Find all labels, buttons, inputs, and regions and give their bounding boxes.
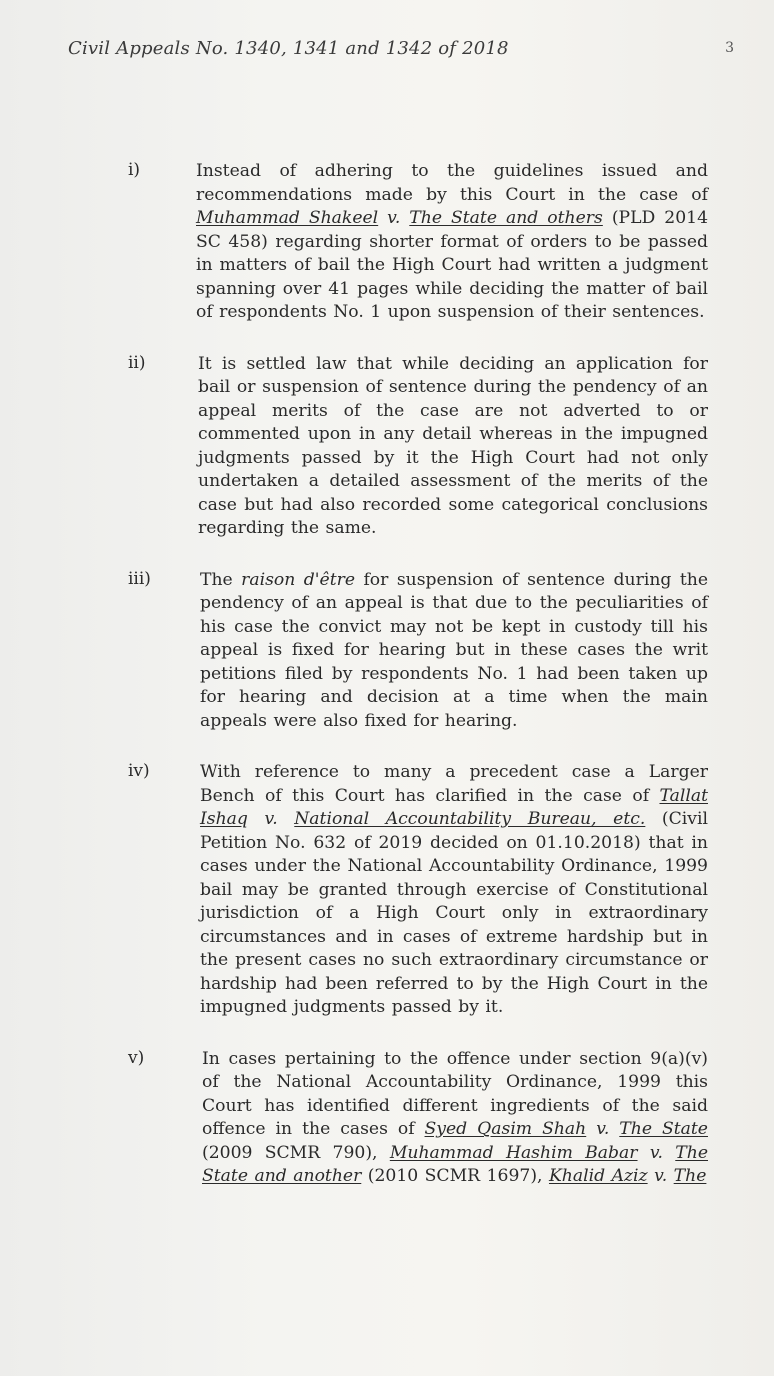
body-text: (2010 SCMR 1697), <box>361 1166 549 1186</box>
case-name: The State and others <box>409 208 603 228</box>
item-label: ii) <box>128 352 146 373</box>
body-text: for suspension of sentence during the pendency of an appeal is that due to the peculiarities of his case the convict may not be kept in custody till his appeal is fixed for hearing but in these cases the writ petitions filed by respondents No. 1 had been taken up for hearing and decision at a time when the main appeals were also fixed for hearing. <box>200 569 708 731</box>
case-name: Tallat Ishaq <box>200 785 708 829</box>
body-text: (2009 SCMR 790), <box>202 1142 390 1163</box>
page-number: 3 <box>725 40 734 56</box>
list-item <box>128 761 708 1020</box>
list-item <box>128 569 708 734</box>
item-label: iii) <box>128 568 151 589</box>
item-text <box>196 160 708 325</box>
item-label: iv) <box>128 761 150 781</box>
case-name: The <box>673 1166 707 1186</box>
case-name: The State <box>619 1119 708 1139</box>
body-text: (Civil Petition No. 632 of 2019 decided on 01.10.2018) that in cases under the National Accountability Ordinance, 1999 bail may be granted through exercise of Constitutional jurisdiction of a High Court only in extraordinary circumstances and in cases of extreme hardship but in the present cases no such extraordinary circumstance or hardship had been referred to by the High Court in the impugned judgments passed by it. <box>200 809 708 1017</box>
case-name: Khalid Aziz <box>548 1166 648 1186</box>
item-text <box>202 1048 708 1189</box>
case-name: Muhammad Shakeel <box>196 208 379 228</box>
body-text: With reference to many a precedent case a Larger Bench of this Court has clarified in the case of <box>200 762 708 806</box>
body-text: In cases pertaining to the offence under section 9(a)(v) of the National Accountability Ordinance, 1999 this Court has identified different ingredients of the said offence in the cases of <box>202 1048 708 1139</box>
page-header <box>68 38 734 64</box>
case-name: The State and another <box>202 1142 708 1186</box>
header-title: Civil Appeals No. 1340, 1341 and 1342 of 2018 <box>68 38 509 59</box>
list-item <box>128 1048 708 1189</box>
italic-text: raison d'être <box>241 569 355 590</box>
case-name: Syed Qasim Shah <box>424 1119 587 1139</box>
case-name: Muhammad Hashim Babar <box>389 1142 638 1163</box>
italic-text: v. <box>647 1166 674 1186</box>
list-item <box>128 353 708 541</box>
body-text: It is settled law that while deciding an application for bail or suspension of sentence during the pendency of an appeal merits of the case are not adverted to or commented upon in any detail whereas in the impugned judgments passed by it the High Court had not only undertaken a detailed assessment of the merits of the case but had also recorded some categorical conclusions regarding the same. <box>198 353 708 538</box>
italic-text: v. <box>247 809 295 829</box>
item-text <box>200 761 708 1020</box>
body-text: (PLD 2014 SC 458) regarding shorter format of orders to be passed in matters of bail the High Court had written a judgment spanning over 41 pages while deciding the matter of bail of respondents No. 1 upon suspension of their sentences. <box>196 208 709 322</box>
case-name: National Accountability Bureau, etc. <box>294 809 646 829</box>
italic-text: v. <box>378 208 410 228</box>
item-label: v) <box>128 1047 145 1068</box>
item-text <box>200 569 708 734</box>
numbered-list <box>128 160 708 1217</box>
italic-text: v. <box>586 1119 620 1139</box>
item-label: i) <box>128 160 141 180</box>
list-item <box>128 160 708 325</box>
body-text: The <box>200 569 242 590</box>
italic-text: v. <box>637 1142 676 1163</box>
item-text <box>198 353 708 541</box>
body-text: Instead of adhering to the guidelines issued and recommendations made by this Court in the case of <box>196 161 708 205</box>
